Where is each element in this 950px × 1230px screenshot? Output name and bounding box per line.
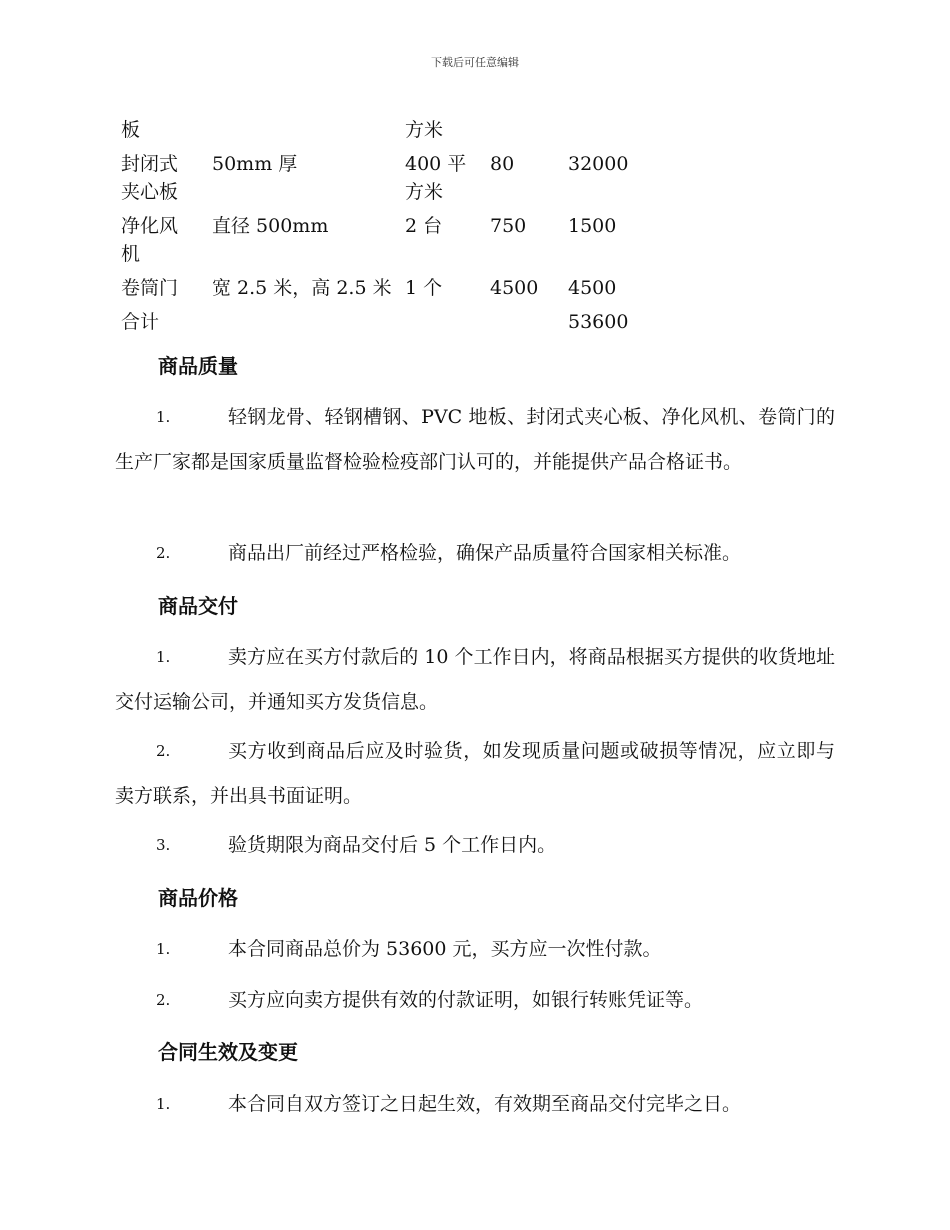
item-text: 商品出厂前经过严格检验，确保产品质量符合国家相关标准。	[228, 542, 742, 564]
item-spec: 直径 500mm	[212, 215, 329, 237]
list-item	[115, 927, 835, 972]
section-title-quality: 商品质量	[158, 354, 238, 378]
item-qty: 1 个	[405, 277, 443, 299]
list-item	[115, 635, 835, 725]
item-amount: 1500	[568, 215, 617, 237]
section-title-delivery: 商品交付	[158, 594, 238, 618]
item-name: 封闭式夹心板	[121, 153, 179, 203]
item-text: 轻钢龙骨、轻钢槽钢、PVC 地板、封闭式夹心板、净化风机、卷筒门的生产厂家都是国家质量监督检验检疫部门认可的，并能提供产品合格证书。	[115, 406, 835, 473]
item-number: 1.	[156, 408, 171, 426]
item-number: 1.	[156, 1095, 171, 1113]
item-text: 本合同商品总价为 53600 元，买方应一次性付款。	[228, 938, 662, 960]
item-number: 2.	[156, 991, 171, 1009]
list-item	[115, 531, 835, 576]
item-amount: 32000	[568, 153, 629, 175]
item-qty: 400 平方米	[405, 153, 467, 203]
item-qty: 方米	[405, 119, 444, 141]
item-price: 80	[490, 153, 515, 175]
item-spec: 宽 2.5 米，高 2.5 米	[212, 277, 392, 299]
item-name: 板	[121, 119, 141, 141]
section-title-effect: 合同生效及变更	[158, 1040, 298, 1064]
item-number: 1.	[156, 648, 171, 666]
page-header: 下载后可任意编辑	[431, 56, 519, 69]
section-title-price: 商品价格	[158, 886, 238, 910]
item-number: 3.	[156, 836, 171, 854]
item-text: 卖方应在买方付款后的 10 个工作日内，将商品根据买方提供的收货地址交付运输公司，并通知买方发货信息。	[115, 646, 835, 713]
item-name: 卷筒门	[121, 277, 179, 299]
item-text: 买方应向卖方提供有效的付款证明，如银行转账凭证等。	[228, 989, 704, 1011]
item-number: 2.	[156, 742, 171, 760]
item-number: 2.	[156, 544, 171, 562]
list-item	[115, 1082, 835, 1127]
item-price: 750	[490, 215, 527, 237]
item-text: 买方收到商品后应及时验货，如发现质量问题或破损等情况，应立即与卖方联系，并出具书面证明。	[115, 740, 835, 807]
item-name: 净化风机	[121, 215, 179, 265]
item-number: 1.	[156, 940, 171, 958]
total-label: 合计	[121, 311, 160, 333]
item-text: 验货期限为商品交付后 5 个工作日内。	[228, 834, 557, 856]
list-item	[115, 395, 835, 485]
item-qty: 2 台	[405, 215, 443, 237]
total-amount: 53600	[568, 311, 629, 333]
item-price: 4500	[490, 277, 539, 299]
item-text: 本合同自双方签订之日起生效，有效期至商品交付完毕之日。	[228, 1093, 742, 1115]
list-item	[115, 978, 835, 1023]
item-spec: 50mm 厚	[212, 153, 298, 175]
list-item	[115, 729, 835, 819]
list-item	[115, 823, 835, 868]
item-amount: 4500	[568, 277, 617, 299]
